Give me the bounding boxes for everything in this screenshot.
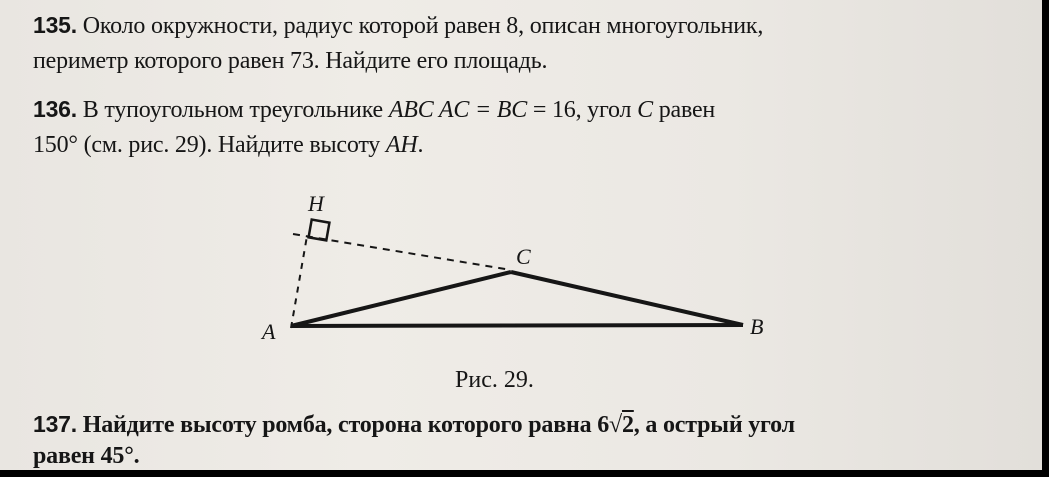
problem-137-text-1a: Найдите высоту ромба, сторона которого равна 6 [82,412,609,438]
problem-136-text-1a: В тупоугольном треугольнике [82,97,389,123]
problem-136-text-1c: равен [652,97,716,123]
problem-137-line-1 [33,410,795,439]
problem-136-math-1: ABC AC = BC [388,97,528,123]
vertex-label-b: B [750,314,764,339]
altitude-ah-dashed [291,236,307,328]
side-ab [291,325,743,326]
problem-136-text-2b: . [417,132,424,158]
problem-137-text-2: равен 45°. [33,443,140,469]
problem-135-number: 135. [33,12,77,38]
sqrt-sign: √ [609,412,622,438]
figure-caption: Рис. 29. [455,367,534,393]
problem-136-text-2a: 150° (см. рис. 29). Найдите высоту [33,132,386,158]
problem-135-text-1: Около окружности, радиус которой равен 8, описан многоугольник, [82,13,764,39]
vertex-label-c: C [516,244,531,269]
problem-136-math-c: C [637,97,653,123]
problem-136-text-1b: = 16, угол [527,97,638,123]
problem-135-text-2: периметр которого равен 73. Найдите его площадь. [33,48,548,74]
sqrt-argument: 2 [621,412,634,438]
problem-137-number: 137. [33,411,77,437]
problem-136-math-ah: AH [385,132,418,158]
vertex-label-a: A [262,319,276,344]
vertex-label-h: H [308,191,324,216]
side-cb [511,272,743,325]
problem-136-number: 136. [33,96,77,122]
side-ac [291,272,511,326]
problem-137-line-2 [33,442,139,470]
problem-137-text-1b: , а острый угол [633,412,795,438]
